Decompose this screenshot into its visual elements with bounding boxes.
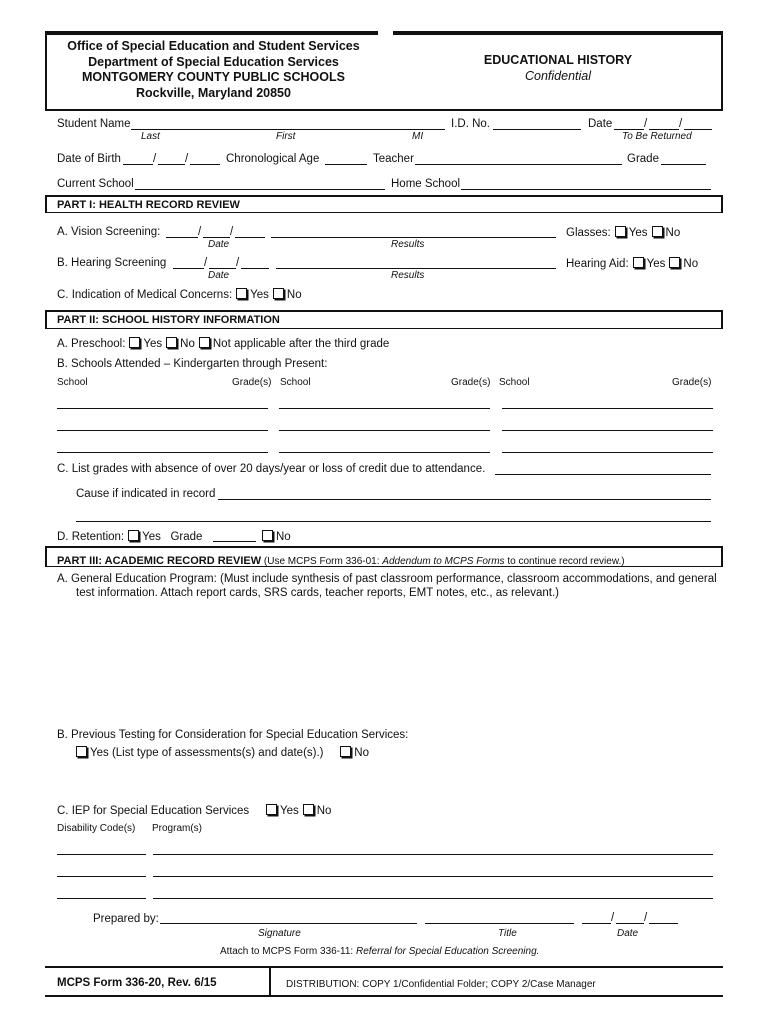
signature-caption: Signature bbox=[258, 928, 301, 939]
cause-label: Cause if indicated in record bbox=[76, 488, 216, 500]
school-row-3-col-2[interactable] bbox=[279, 452, 490, 453]
vision-date-month[interactable] bbox=[166, 237, 198, 238]
vision-date-caption: Date bbox=[208, 239, 230, 250]
hearing-results-field[interactable] bbox=[276, 268, 556, 269]
part3-header bbox=[57, 551, 625, 569]
retention-no-group bbox=[258, 530, 291, 543]
part3-title: PART III: ACADEMIC RECORD REVIEW bbox=[57, 555, 262, 567]
medical-concerns-group bbox=[57, 288, 302, 301]
schools-attended-label: B. Schools Attended – Kindergarten through Present: bbox=[57, 358, 328, 370]
preschool-no-label: No bbox=[180, 338, 195, 350]
hearing-aid-no-checkbox[interactable] bbox=[669, 257, 680, 268]
part1-top-rule bbox=[45, 195, 723, 197]
school-row-1-col-2[interactable] bbox=[279, 408, 490, 409]
school-row-2-col-3[interactable] bbox=[502, 430, 713, 431]
hearing-date-month[interactable] bbox=[173, 268, 204, 269]
retention-no-checkbox[interactable] bbox=[262, 530, 273, 541]
attach-note-pre: Attach to MCPS Form 336-11: bbox=[220, 946, 356, 957]
title-field[interactable] bbox=[425, 923, 574, 924]
dob-label: Date of Birth bbox=[57, 153, 121, 165]
to-be-returned-caption: To Be Returned bbox=[622, 131, 692, 142]
gen-ed-line-1: A. General Education Program: (Must include synthesis of past classroom performance, classroom accommodations, and general bbox=[57, 573, 717, 585]
hearing-aid-no-label: No bbox=[683, 258, 699, 270]
vision-label: A. Vision Screening: bbox=[57, 226, 161, 238]
form-subtitle: Confidential bbox=[524, 69, 591, 83]
retention-label: D. Retention: bbox=[57, 531, 125, 543]
glasses-yes-checkbox[interactable] bbox=[615, 226, 626, 237]
part3-left-tick bbox=[45, 546, 47, 567]
prepared-slash-2: / bbox=[644, 912, 648, 924]
medical-concerns-label: C. Indication of Medical Concerns: bbox=[57, 289, 233, 301]
org-block bbox=[47, 39, 380, 101]
program-row-3[interactable] bbox=[153, 898, 713, 899]
school-row-1-col-3[interactable] bbox=[502, 408, 713, 409]
disability-code-row-3[interactable] bbox=[57, 898, 146, 899]
iep-no-label: No bbox=[316, 805, 332, 817]
signature-field[interactable] bbox=[160, 923, 417, 924]
school-row-3-col-1[interactable] bbox=[57, 452, 268, 453]
part1-left-tick bbox=[45, 195, 47, 213]
part3-note-pre: (Use MCPS Form 336-01: bbox=[263, 556, 383, 567]
hearing-date-year[interactable] bbox=[241, 268, 269, 269]
dob-slash-2: / bbox=[185, 153, 189, 165]
preschool-na-checkbox[interactable] bbox=[199, 337, 210, 348]
preschool-group bbox=[57, 337, 389, 350]
hearing-slash-1: / bbox=[204, 257, 208, 269]
iep-no-checkbox[interactable] bbox=[303, 804, 314, 815]
header-top-rule-right bbox=[393, 31, 723, 35]
part2-title: PART II: SCHOOL HISTORY INFORMATION bbox=[57, 314, 280, 326]
mi-caption: MI bbox=[412, 131, 424, 142]
part3-top-rule bbox=[45, 546, 723, 548]
distribution-note: DISTRIBUTION: COPY 1/Confidential Folder; COPY 2/Case Manager bbox=[286, 979, 596, 990]
medical-no-checkbox[interactable] bbox=[273, 288, 284, 299]
date-slash-1: / bbox=[644, 118, 648, 130]
retention-grade-field[interactable] bbox=[213, 541, 256, 542]
school-col-2-header: School bbox=[280, 377, 311, 388]
chrono-age-label: Chronological Age bbox=[226, 153, 320, 165]
medical-yes-label: Yes bbox=[250, 289, 269, 301]
part2-top-rule bbox=[45, 310, 723, 312]
prev-testing-yes-label: Yes (List type of assessments(s) and date(s).) bbox=[90, 747, 324, 759]
disability-code-row-2[interactable] bbox=[57, 876, 146, 877]
hearing-aid-label: Hearing Aid: bbox=[566, 258, 629, 270]
grade-label: Grade bbox=[627, 153, 659, 165]
hearing-results-caption: Results bbox=[391, 270, 425, 281]
footer-divider bbox=[269, 966, 271, 997]
grades-col-2-header: Grade(s) bbox=[451, 377, 491, 388]
retention-grade-label: Grade bbox=[170, 531, 203, 543]
teacher-label: Teacher bbox=[373, 153, 414, 165]
last-caption: Last bbox=[141, 131, 160, 142]
preschool-no-checkbox[interactable] bbox=[166, 337, 177, 348]
medical-no-label: No bbox=[286, 289, 302, 301]
school-col-1-header: School bbox=[57, 377, 88, 388]
prev-testing-no-checkbox[interactable] bbox=[340, 746, 351, 757]
prev-testing-options bbox=[72, 746, 369, 759]
hearing-aid-group bbox=[566, 257, 698, 270]
prev-testing-yes-checkbox[interactable] bbox=[76, 746, 87, 757]
id-no-field[interactable] bbox=[493, 129, 581, 130]
attach-note-em: Referral for Special Education Screening. bbox=[355, 946, 540, 957]
form-title: EDUCATIONAL HISTORY bbox=[483, 53, 633, 67]
program-row-2[interactable] bbox=[153, 876, 713, 877]
retention-yes-checkbox[interactable] bbox=[128, 530, 139, 541]
return-date-day[interactable] bbox=[649, 129, 679, 130]
gen-ed-line-2: test information. Attach report cards, SRS cards, teacher reports, EMT notes, etc., as relevant.) bbox=[76, 587, 559, 599]
preschool-na-label: Not applicable after the third grade bbox=[212, 338, 390, 350]
student-name-label: Student Name bbox=[57, 118, 131, 130]
part2-left-tick bbox=[45, 310, 47, 329]
dob-month[interactable] bbox=[123, 164, 153, 165]
home-school-field[interactable] bbox=[461, 189, 711, 190]
iep-label: C. IEP for Special Education Services bbox=[57, 805, 250, 817]
date-slash-2: / bbox=[679, 118, 683, 130]
cause-field[interactable] bbox=[218, 499, 711, 500]
absence-field[interactable] bbox=[495, 474, 711, 475]
date-label: Date bbox=[588, 118, 613, 130]
vision-date-day[interactable] bbox=[203, 237, 230, 238]
footer-top-rule bbox=[45, 966, 723, 968]
glasses-yes-label: Yes bbox=[628, 227, 648, 239]
dob-day[interactable] bbox=[158, 164, 185, 165]
vision-results-caption: Results bbox=[391, 239, 425, 250]
first-caption: First bbox=[276, 131, 296, 142]
dob-slash-1: / bbox=[153, 153, 157, 165]
org-line-3: MONTGOMERY COUNTY PUBLIC SCHOOLS bbox=[82, 70, 345, 84]
org-line-1: Office of Special Education and Student Services bbox=[67, 39, 360, 53]
program-row-1[interactable] bbox=[153, 854, 713, 855]
return-date-month[interactable] bbox=[614, 129, 644, 130]
vision-results-field[interactable] bbox=[271, 237, 556, 238]
preschool-label: A. Preschool: bbox=[57, 338, 126, 350]
part1-right-tick bbox=[721, 195, 723, 213]
title-block bbox=[395, 53, 721, 83]
vision-date-year[interactable] bbox=[235, 237, 265, 238]
school-row-2-col-1[interactable] bbox=[57, 430, 268, 431]
glasses-label: Glasses: bbox=[566, 227, 611, 239]
header-bottom-rule bbox=[45, 109, 723, 111]
return-date-year[interactable] bbox=[684, 129, 712, 130]
org-line-4: Rockville, Maryland 20850 bbox=[136, 85, 291, 100]
header-right-border bbox=[721, 31, 723, 111]
hearing-date-day[interactable] bbox=[209, 268, 236, 269]
prepared-date-day[interactable] bbox=[616, 923, 644, 924]
part3-right-tick bbox=[721, 546, 723, 567]
form-number: MCPS Form 336-20, Rev. 6/15 bbox=[57, 977, 217, 989]
school-row-2-col-2[interactable] bbox=[279, 430, 490, 431]
teacher-field[interactable] bbox=[415, 164, 622, 165]
header-top-rule-left bbox=[45, 31, 378, 35]
hearing-label: B. Hearing Screening bbox=[57, 257, 167, 269]
school-row-3-col-3[interactable] bbox=[502, 452, 713, 453]
glasses-group bbox=[566, 226, 680, 239]
cause-field-line-2[interactable] bbox=[76, 521, 711, 522]
programs-header: Program(s) bbox=[152, 823, 203, 834]
prepared-date-month[interactable] bbox=[582, 923, 611, 924]
home-school-label: Home School bbox=[391, 178, 461, 190]
current-school-label: Current School bbox=[57, 178, 134, 190]
grades-col-3-header: Grade(s) bbox=[672, 377, 712, 388]
absence-label: C. List grades with absence of over 20 days/year or loss of credit due to attendance. bbox=[57, 463, 486, 475]
preschool-yes-checkbox[interactable] bbox=[129, 337, 140, 348]
disability-code-row-1[interactable] bbox=[57, 854, 146, 855]
current-school-field[interactable] bbox=[135, 189, 385, 190]
attach-note bbox=[220, 946, 539, 957]
preschool-yes-label: Yes bbox=[143, 338, 163, 350]
hearing-slash-2: / bbox=[236, 257, 240, 269]
id-no-label: I.D. No. bbox=[451, 118, 490, 130]
dob-year[interactable] bbox=[190, 164, 220, 165]
vision-slash-1: / bbox=[198, 226, 202, 238]
part2-right-tick bbox=[721, 310, 723, 329]
hearing-aid-yes-label: Yes bbox=[646, 258, 666, 270]
medical-yes-checkbox[interactable] bbox=[236, 288, 247, 299]
prepared-by-label: Prepared by: bbox=[93, 913, 159, 925]
iep-group bbox=[57, 804, 331, 817]
glasses-no-label: No bbox=[665, 227, 681, 239]
part1-bottom-rule bbox=[45, 212, 723, 213]
title-caption: Title bbox=[498, 928, 517, 939]
part1-title: PART I: HEALTH RECORD REVIEW bbox=[57, 199, 240, 211]
hearing-aid-yes-checkbox[interactable] bbox=[633, 257, 644, 268]
iep-yes-checkbox[interactable] bbox=[266, 804, 277, 815]
school-row-1-col-1[interactable] bbox=[57, 408, 268, 409]
footer-bottom-rule bbox=[45, 995, 723, 997]
retention-yes-label: Yes bbox=[142, 531, 161, 543]
chrono-age-field[interactable] bbox=[325, 164, 367, 165]
retention-group bbox=[57, 530, 202, 543]
school-col-3-header: School bbox=[499, 377, 530, 388]
part2-bottom-rule bbox=[45, 328, 723, 329]
part3-note-post: to continue record review.) bbox=[504, 556, 625, 567]
prepared-date-year[interactable] bbox=[649, 923, 678, 924]
org-line-2: Department of Special Education Services bbox=[88, 54, 339, 69]
date-caption: Date bbox=[617, 928, 639, 939]
student-name-field[interactable] bbox=[131, 129, 445, 130]
iep-yes-label: Yes bbox=[279, 805, 299, 817]
disability-codes-header: Disability Code(s) bbox=[57, 823, 136, 834]
prev-testing-no-label: No bbox=[354, 747, 369, 759]
prepared-slash-1: / bbox=[611, 912, 615, 924]
grade-field[interactable] bbox=[661, 164, 706, 165]
part3-note-em: Addendum to MCPS Forms bbox=[382, 556, 505, 567]
hearing-date-caption: Date bbox=[208, 270, 230, 281]
grades-col-1-header: Grade(s) bbox=[232, 377, 272, 388]
retention-no-label: No bbox=[276, 531, 291, 543]
prev-testing-label: B. Previous Testing for Consideration for Special Education Services: bbox=[57, 729, 409, 741]
glasses-no-checkbox[interactable] bbox=[652, 226, 663, 237]
vision-slash-2: / bbox=[230, 226, 234, 238]
